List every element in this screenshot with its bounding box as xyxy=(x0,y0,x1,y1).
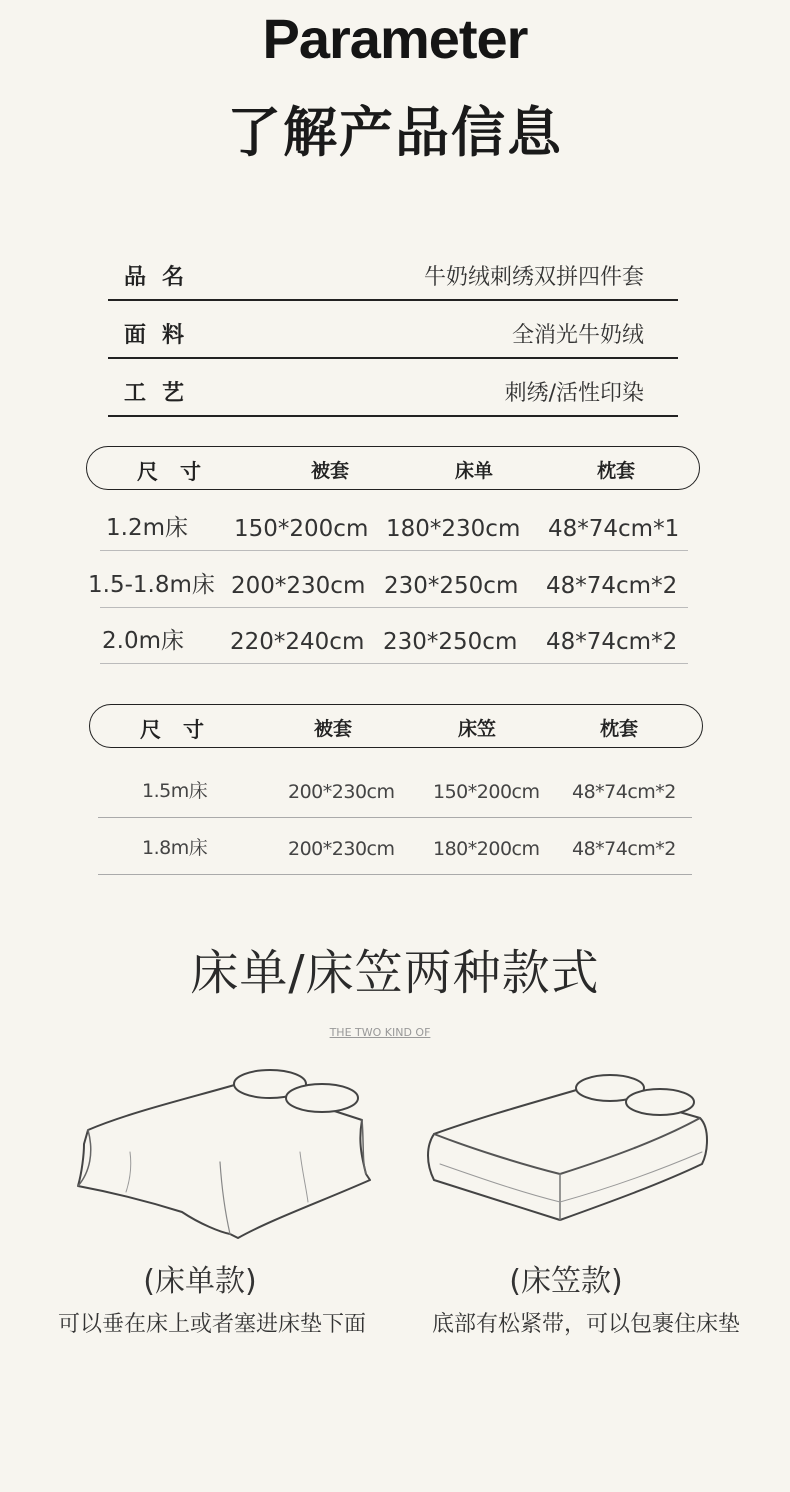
cell-fitted: 150*200cm xyxy=(433,781,540,803)
cell-pillow: 48*74cm*2 xyxy=(546,573,678,599)
cell-cover: 200*230cm xyxy=(288,781,395,803)
table-row xyxy=(100,494,688,551)
fitted-sheet-desc: 底部有松紧带，可以包裹住床垫 xyxy=(431,1312,740,1337)
table2-header xyxy=(89,704,703,748)
table1-header-size: 尺寸 xyxy=(137,460,223,484)
cell-cover: 200*230cm xyxy=(288,838,395,860)
info-label: 面料 xyxy=(124,323,201,348)
info-row-craft xyxy=(108,359,678,417)
cell-sheet: 230*250cm xyxy=(383,629,518,655)
cell-cover: 200*230cm xyxy=(231,573,366,599)
table-row xyxy=(98,761,692,818)
cell-size: 1.5m床 xyxy=(142,780,208,802)
table1-header-cover: 被套 xyxy=(311,460,350,482)
cell-pillow: 48*74cm*2 xyxy=(572,781,676,803)
info-row-fabric xyxy=(108,301,678,359)
page-title-en: Parameter xyxy=(262,7,528,70)
info-value: 刺绣/活性印染 xyxy=(504,381,644,406)
info-label: 工艺 xyxy=(124,381,201,406)
flat-sheet-bed-icon xyxy=(70,1062,380,1247)
fitted-sheet-bed-icon xyxy=(420,1068,710,1228)
cell-sheet: 230*250cm xyxy=(384,573,519,599)
table-row xyxy=(88,551,688,608)
cell-size: 2.0m床 xyxy=(102,628,184,654)
info-value: 全消光牛奶绒 xyxy=(511,323,644,348)
cell-size: 1.8m床 xyxy=(142,837,208,859)
table2-header-cover: 被套 xyxy=(314,718,353,740)
section-title: 床单/床笠两种款式 xyxy=(190,945,600,1001)
table2-header-size: 尺寸 xyxy=(140,718,226,742)
page-title-cn: 了解产品信息 xyxy=(227,101,563,164)
flat-sheet-label: (床单款) xyxy=(143,1264,257,1299)
cell-pillow: 48*74cm*2 xyxy=(572,838,676,860)
table1-header-sheet: 床单 xyxy=(455,460,494,482)
table1-header xyxy=(86,446,700,490)
table2-header-fitted: 床笠 xyxy=(458,718,497,740)
info-label: 品名 xyxy=(124,265,201,290)
fitted-sheet-label: (床笠款) xyxy=(509,1264,623,1299)
info-row-name xyxy=(108,243,678,301)
cell-size: 1.5-1.8m床 xyxy=(88,572,215,598)
cell-pillow: 48*74cm*1 xyxy=(548,516,680,542)
info-value: 牛奶绒刺绣双拼四件套 xyxy=(423,265,644,290)
section-subtitle: THE TWO KIND OF xyxy=(329,1026,431,1039)
cell-pillow: 48*74cm*2 xyxy=(546,629,678,655)
table1-header-pillow: 枕套 xyxy=(597,460,636,482)
table-row xyxy=(98,818,692,875)
table-row xyxy=(100,607,688,664)
cell-cover: 220*240cm xyxy=(230,629,365,655)
cell-sheet: 180*230cm xyxy=(386,516,521,542)
cell-cover: 150*200cm xyxy=(234,516,369,542)
table2-header-pillow: 枕套 xyxy=(600,718,639,740)
cell-fitted: 180*200cm xyxy=(433,838,540,860)
cell-size: 1.2m床 xyxy=(106,515,188,541)
flat-sheet-desc: 可以垂在床上或者塞进床垫下面 xyxy=(57,1312,366,1337)
